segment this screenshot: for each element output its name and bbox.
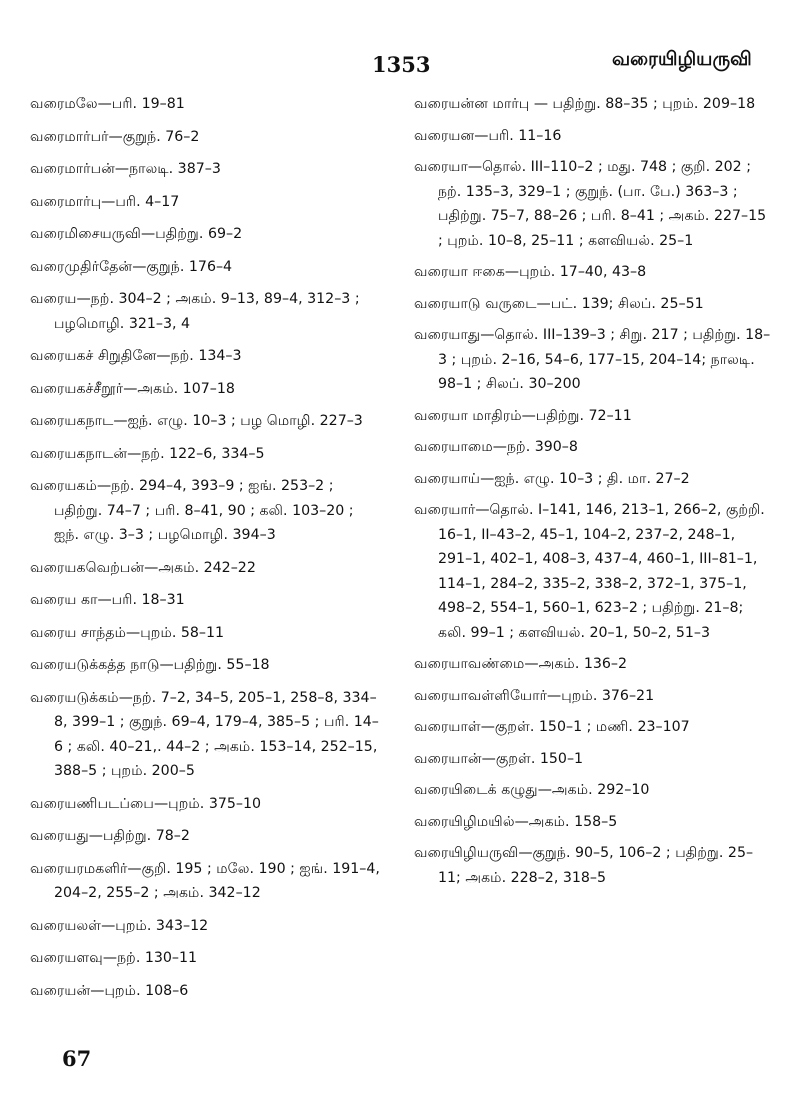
index-entry: வரையன—பரி. 11–16 xyxy=(414,127,562,144)
index-entry: வரையா மாதிரம்—பதிற்று. 72–11 xyxy=(414,407,632,424)
running-head: வரையிழியருவி xyxy=(612,48,752,70)
index-entry: வரையா—தொல். III–110–2 ; மது. 748 ; குறி. 202 ; நற். 135–3, 329–1 ; குறுந். (பா. பே.) 363–3 ; பதிற்று. 75–7, 88–26 ; பரி. 8–41 ; அகம். 227–15 ; புறம். 10–8, 25–11 ; களவியல். 25–1 xyxy=(414,159,767,249)
index-entry: வரையளவு—நற். 130–11 xyxy=(30,950,198,966)
index-entry: வரையாவண்மை—அகம். 136–2 xyxy=(414,656,628,672)
index-entry: வரையிடைக் கழுது—அகம். 292–10 xyxy=(414,782,650,798)
index-entry: வரையது—பதிற்று. 78–2 xyxy=(30,828,190,844)
index-entry: வரையணிபடப்பை—புறம். 375–10 xyxy=(30,795,262,812)
left-column xyxy=(30,92,380,1011)
index-entry: வரையடுக்கம்—நற். 7–2, 34–5, 205–1, 258–8, 334–8, 399–1 ; குறுந். 69–4, 179–4, 385–5 ; பரி. 14–6 ; கலி. 40–21,. 44–2 ; அகம். 153–14, 252–15, 388–5 ; புறம். 200–5 xyxy=(30,689,379,779)
index-entry: வரைமிசையருவி—பதிற்று. 69–2 xyxy=(30,226,243,242)
index-entry: வரைமார்பன்—நாலடி. 387–3 xyxy=(30,161,221,177)
index-entry: வரையலள்—புறம். 343–12 xyxy=(30,917,209,934)
index-entry: வரையாது—தொல். III–139–3 ; சிறு. 217 ; பதிற்று. 18–3 ; புறம். 2–16, 54–6, 177–15, 204–14; நாலடி. 98–1 ; சிலப். 30–200 xyxy=(414,327,771,392)
footer-number: 67 xyxy=(62,1046,92,1071)
index-entry: வரையான்—குறள். 150–1 xyxy=(414,750,584,767)
index-entry: வரைமலே—பரி. 19–81 xyxy=(30,96,185,112)
index-entry: வரையகநாட—ஐந். எழு. 10–3 ; பழ மொழி. 227–3 xyxy=(30,413,363,429)
index-entry: வரையாடு வருடை—பட். 139; சிலப். 25–51 xyxy=(414,295,704,312)
index-entry: வரையடுக்கத்த நாடு—பதிற்று. 55–18 xyxy=(30,657,270,673)
index-entry: வரைமார்பர்—குறுந். 76–2 xyxy=(30,128,200,145)
index-entry: வரையிழியருவி—குறுந். 90–5, 106–2 ; பதிற்று. 25–11; அகம். 228–2, 318–5 xyxy=(414,845,754,886)
index-entry: வரையா ஈகை—புறம். 17–40, 43–8 xyxy=(414,264,647,280)
index-entry: வரைமுதிர்தேன்—குறுந். 176–4 xyxy=(30,258,233,275)
index-entry: வரையரமகளிர்—குறி. 195 ; மலே. 190 ; ஐங். 191–4, 204–2, 255–2 ; அகம். 342–12 xyxy=(30,860,380,901)
right-column xyxy=(414,92,772,897)
index-entry: வரையன்—புறம். 108–6 xyxy=(30,982,189,999)
index-entry: வரைமார்பு—பரி. 4–17 xyxy=(30,193,180,210)
index-entry: வரையாய்—ஐந். எழு. 10–3 ; தி. மா. 27–2 xyxy=(414,470,690,487)
index-entry: வரையன்ன மார்பு — பதிற்று. 88–35 ; புறம். 209–18 xyxy=(414,96,756,112)
index-entry: வரையகம்—நற். 294–4, 393–9 ; ஐங். 253–2 ; பதிற்று. 74–7 ; பரி. 8–41, 90 ; கலி. 103–20 ; ஐந். எழு. 3–3 ; பழமொழி. 394–3 xyxy=(30,478,354,543)
index-entry: வரையிழிமயில்—அகம். 158–5 xyxy=(414,813,618,830)
index-entry: வரையார்—தொல். I–141, 146, 213–1, 266–2, குற்றி. 16–1, II–43–2, 45–1, 104–2, 237–2, 248–1, 291–1, 402–1, 408–3, 437–4, 460–1, III–81–1, 114–1, 284–2, 335–2, 338–2, 372–1, 375–1, 498–2, 554–1, 560–1, 623–2 ; பதிற்று. 21–8; கலி. 99–1 ; களவியல். 20–1, 50–2, 51–3 xyxy=(414,502,765,641)
index-entry: வரைய சாந்தம்—புறம். 58–11 xyxy=(30,624,225,641)
index-entry: வரையாவள்ளியோர்—புறம். 376–21 xyxy=(414,687,655,704)
index-entry: வரையகச்சீறூர்—அகம். 107–18 xyxy=(30,380,235,397)
index-entry: வரைய—நற். 304–2 ; அகம். 9–13, 89–4, 312–3 ; பழமொழி. 321–3, 4 xyxy=(30,291,360,332)
index-entry: வரைய கா—பரி. 18–31 xyxy=(30,592,185,608)
index-entry: வரையகநாடன்—நற். 122–6, 334–5 xyxy=(30,445,265,462)
index-entry: வரையாள்—குறள். 150–1 ; மணி. 23–107 xyxy=(414,719,690,735)
page-number: 1353 xyxy=(372,52,431,77)
index-entry: வரையகவெற்பன்—அகம். 242–22 xyxy=(30,559,256,576)
index-entry: வரையாமை—நற். 390–8 xyxy=(414,439,578,455)
index-entry: வரையகச் சிறுதினே—நற். 134–3 xyxy=(30,348,242,364)
